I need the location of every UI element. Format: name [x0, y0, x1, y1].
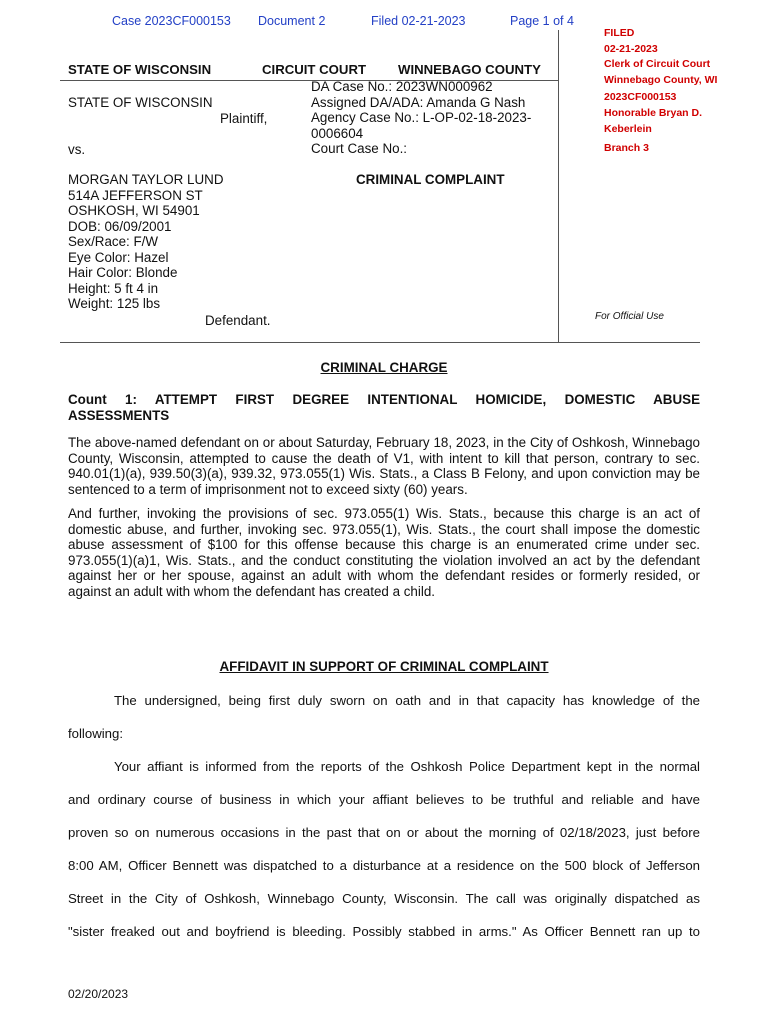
defendant-address: 514A JEFFERSON ST [68, 187, 203, 203]
header-document-number: Document 2 [258, 14, 326, 28]
filed-stamp [604, 26, 717, 157]
filed-stamp-line: FILED [604, 27, 635, 39]
count-title-cont: ASSESSMENTS [68, 408, 170, 423]
caption-state: STATE OF WISCONSIN [68, 62, 212, 77]
caption-county: WINNEBAGO COUNTY [398, 62, 541, 77]
document-title: CRIMINAL COMPLAINT [356, 172, 505, 187]
official-use-label: For Official Use [595, 311, 664, 322]
affidavit-line: "sister freaked out and boyfriend is bleeding. Possibly stabbed in arms." As Officer Bennett ran up to [68, 924, 700, 939]
agency-case-number: Agency Case No.: L-OP-02-18-2023- [311, 110, 532, 125]
defendant-block [68, 172, 224, 312]
case-info-block [311, 79, 531, 157]
defendant-weight: Weight: 125 lbs [68, 296, 161, 311]
filed-stamp-line: 02-21-2023 [604, 42, 658, 55]
affidavit-line: proven so on numerous occasions in the past that on or about the morning of 02/18/2023, just before [68, 825, 700, 840]
defendant-name: MORGAN TAYLOR LUND [68, 172, 224, 187]
caption-bottom-rule [60, 342, 700, 343]
affidavit-line: Street in the City of Oshkosh, Winnebago County, Wisconsin. The call was originally dispatched as [68, 891, 700, 906]
filed-stamp-line: Winnebago County, WI [604, 73, 718, 86]
defendant-dob: DOB: 06/09/2001 [68, 218, 172, 234]
affidavit-line: following: [68, 726, 123, 741]
header-filed-date: Filed 02-21-2023 [371, 14, 466, 28]
versus-label: vs. [68, 142, 86, 157]
affidavit-body [68, 684, 700, 948]
affidavit-line: and ordinary course of business in which your affiant believes to be truthful and reliable and have [68, 792, 700, 807]
header-case-number: Case 2023CF000153 [112, 14, 231, 28]
affidavit-heading: AFFIDAVIT IN SUPPORT OF CRIMINAL COMPLAINT [219, 659, 549, 674]
defendant-city: OSHKOSH, WI 54901 [68, 203, 200, 218]
defendant-sex-race: Sex/Race: F/W [68, 234, 159, 249]
count-title: Count 1: ATTEMPT FIRST DEGREE INTENTIONAL HOMICIDE, DOMESTIC ABUSE [68, 392, 700, 407]
court-case-number: Court Case No.: [311, 141, 408, 156]
caption-court: CIRCUIT COURT [262, 62, 367, 77]
caption-vertical-rule [558, 30, 559, 343]
filed-stamp-line: 2023CF000153 [604, 91, 677, 104]
agency-case-number-cont: 0006604 [311, 125, 364, 141]
criminal-charge-heading: CRIMINAL CHARGE [320, 360, 448, 375]
plaintiff-label: Plaintiff, [220, 111, 268, 126]
defendant-height: Height: 5 ft 4 in [68, 280, 159, 296]
affidavit-line: 8:00 AM, Officer Bennett was dispatched to a disturbance at a residence on the 500 block of Jefferson [68, 858, 700, 873]
header-page-number: Page 1 of 4 [510, 14, 574, 28]
filed-stamp-line: Keberlein [604, 122, 652, 135]
filed-stamp-line: Clerk of Circuit Court [604, 58, 711, 71]
affidavit-line: The undersigned, being first duly sworn on oath and in that capacity has knowledge of the [114, 693, 700, 708]
filed-stamp-line: Branch 3 [604, 142, 649, 155]
footer-date: 02/20/2023 [68, 987, 129, 1001]
assigned-da: Assigned DA/ADA: Amanda G Nash [311, 94, 526, 110]
charge-paragraph: The above-named defendant on or about Saturday, February 18, 2023, in the City of Oshkosh, Winnebago County, Wisconsin, attempted to cause the death of V1, with intent to kill that person, contrary to sec. 940.01(1)(a), 939.50(3)(a), 939.32, 973.055(1) Wis. Stats., a Class B Felony, and upon conviction may be sentenced to a term of imprisonment not to exceed sixty (60) years. [68, 435, 700, 497]
defendant-eye-color: Eye Color: Hazel [68, 249, 169, 265]
defendant-label: Defendant. [205, 313, 271, 328]
domestic-abuse-paragraph: And further, invoking the provisions of sec. 973.055(1) Wis. Stats., because this charge is an act of domestic abuse, and further, invoking sec. 973.055(1), Wis. Stats., the court shall impose the domestic abuse assessment of $100 for this offense because this charge is an enumerated crime under sec. 973.055(1)(a)1, Wis. Stats., and the conduct constituting the violation involved an act by the defendant against her or her spouse, against an adult with whom the defendant resides or formerly resided, or against an adult with whom the defendant has created a child. [68, 506, 700, 599]
filed-stamp-line: Honorable Bryan D. [604, 106, 703, 119]
plaintiff-name: STATE OF WISCONSIN [68, 95, 213, 110]
affidavit-line: Your affiant is informed from the reports of the Oshkosh Police Department kept in the normal [114, 759, 700, 774]
defendant-hair-color: Hair Color: Blonde [68, 265, 178, 280]
da-case-number: DA Case No.: 2023WN000962 [311, 79, 493, 94]
